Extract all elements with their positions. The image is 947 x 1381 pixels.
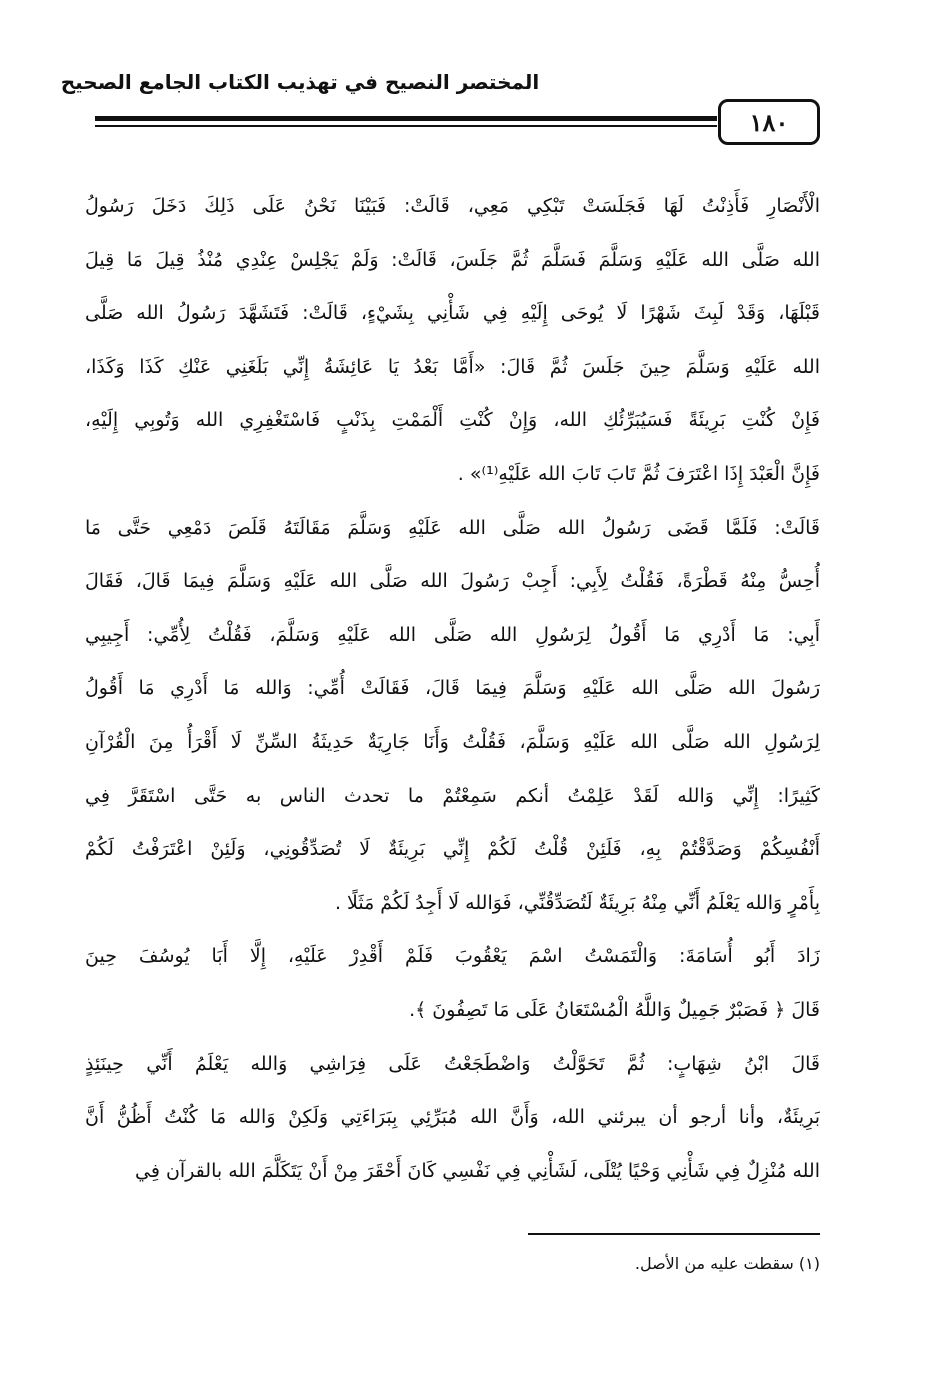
header-rule-thin	[95, 125, 717, 127]
text-line: أَبِي: مَا أَدْرِي مَا أَقُولُ لِرَسُولِ الله صَلَّى الله عَلَيْهِ وَسَلَّمَ، فَقُلْتُ لِأُمِّي: أَجِيبِي	[85, 623, 820, 646]
text-line: الْأَنْصَارِ فَأَذِنْتُ لَهَا فَجَلَسَتْ تَبْكِي مَعِي، قَالَتْ: فَبَيْنَا نَحْنُ عَلَى ذَلِكَ دَخَلَ رَسُولُ	[85, 195, 820, 217]
text-line: لِرَسُولِ الله صَلَّى الله عَلَيْهِ وَسَلَّمَ، فَقُلْتُ وَأَنَا جَارِيَةٌ حَدِيثَةُ السِّنِّ لَا أَقْرَأُ مِنَ الْقُرْآنِ	[85, 730, 820, 753]
page-number: ١٨٠	[718, 99, 820, 145]
text-line: الله مُنْزِلٌ فِي شَأْنِي وَحْيًا يُتْلَى، لَشَأْنِي فِي نَفْسِي كَانَ أَحْقَرَ مِنْ أَنْ يَتَكَلَّمَ الله بالقرآن فِي	[135, 1159, 820, 1182]
text-line: قَالَتْ: فَلَمَّا قَضَى رَسُولُ الله صَلَّى الله عَلَيْهِ وَسَلَّمَ مَقَالَتَهُ قَلَصَ دَمْعِي حَتَّى مَا	[85, 516, 820, 539]
text-line: قَالَ ﴿ فَصَبْرٌ جَمِيلٌ وَاللَّهُ الْمُسْتَعَانُ عَلَى مَا تَصِفُونَ ﴾.	[409, 998, 820, 1021]
text-line: الله عَلَيْهِ وَسَلَّمَ حِينَ جَلَسَ ثُمَّ قَالَ: «أَمَّا بَعْدُ يَا عَائِشَةُ إِنِّي بَلَغَنِي عَنْكِ كَذَا وَكَذَا،	[85, 355, 820, 378]
text-line: زَادَ أَبُو أُسَامَةَ: وَالْتَمَسْتُ اسْمَ يَعْقُوبَ فَلَمْ أَقْدِرْ عَلَيْهِ، إِلَّا أَبَا يُوسُفَ حِينَ	[85, 945, 820, 968]
text-line: قَالَ ابْنُ شِهَابٍ: ثُمَّ تَحَوَّلْتُ وَاضْطَجَعْتُ عَلَى فِرَاشِي وَالله يَعْلَمُ أَنِّي حِينَئِذٍ	[85, 1052, 820, 1075]
text-line: بِأَمْرٍ وَالله يَعْلَمُ أَنِّي مِنْهُ بَرِيئَةٌ لَتُصَدِّقُنِّي، فَوَالله لَا أَجِدُ لَكُمْ مَثَلًا .	[334, 891, 820, 914]
text-line: أُحِسُّ مِنْهُ قَطْرَةً، فَقُلْتُ لِأَبِي: أَجِبْ رَسُولَ الله صَلَّى الله عَلَيْهِ وَسَلَّمَ فِيمَا قَالَ، فَقَالَ	[85, 570, 820, 593]
text-line: أَنْفُسِكُمْ وَصَدَّقْتُمْ بِهِ، فَلَئِنْ قُلْتُ لَكُمْ إِنِّي بَرِيئَةٌ لَا تُصَدِّقُونِي، وَلَئِنْ اعْتَرَفْتُ لَكُمْ	[85, 838, 820, 861]
header-rule	[95, 116, 717, 121]
text-line: رَسُولَ الله صَلَّى الله عَلَيْهِ وَسَلَّمَ فِيمَا قَالَ، فَقَالَتْ أُمِّي: وَالله مَا أَدْرِي مَا أَقُولُ	[85, 677, 820, 700]
text-line: الله صَلَّى الله عَلَيْهِ وَسَلَّمَ فَسَلَّمَ ثُمَّ جَلَسَ، قَالَتْ: وَلَمْ يَجْلِسْ عِنْدِي مُنْذُ قِيلَ مَا قِيلَ	[85, 248, 820, 271]
footnote-rule	[528, 1233, 820, 1235]
text-line: كَثِيرًا: إِنِّي وَالله لَقَدْ عَلِمْتُ أنكم سَمِعْتُمْ ما تحدث الناس به حَتَّى اسْتَقَرَّ فِي	[85, 784, 820, 807]
text-line: قَبْلَهَا، وَقَدْ لَبِثَ شَهْرًا لَا يُوحَى إِلَيْهِ فِي شَأْنِي بِشَيْءٍ، قَالَتْ: فَتَشَهَّدَ رَسُولُ الله صَلَّى	[85, 302, 820, 325]
text-line: فَإِنْ كُنْتِ بَرِيئَةً فَسَيُبَرِّئُكِ الله، وَإِنْ كُنْتِ أَلْمَمْتِ بِذَنْبٍ فَاسْتَغْفِرِي الله وَتُوبِي إِلَيْهِ،	[85, 409, 820, 432]
body-text	[85, 180, 820, 1198]
footnote: (١) سقطت عليه من الأصل.	[634, 1254, 820, 1273]
running-title: المختصر النصيح في تهذيب الكتاب الجامع الصحيح	[60, 70, 540, 94]
text-line: بَرِيئَةٌ، وأنا أرجو أن يبرئني الله، وَأَنَّ الله مُبَرِّئِي بِبَرَاءَتِي وَلَكِنْ وَالله مَا كُنْتُ أَظُنُّ أَنَّ	[85, 1106, 820, 1129]
text-line: فَإِنَّ الْعَبْدَ إِذَا اعْتَرَفَ ثُمَّ تَابَ تَابَ الله عَلَيْهِ⁽¹⁾» .	[457, 462, 820, 485]
